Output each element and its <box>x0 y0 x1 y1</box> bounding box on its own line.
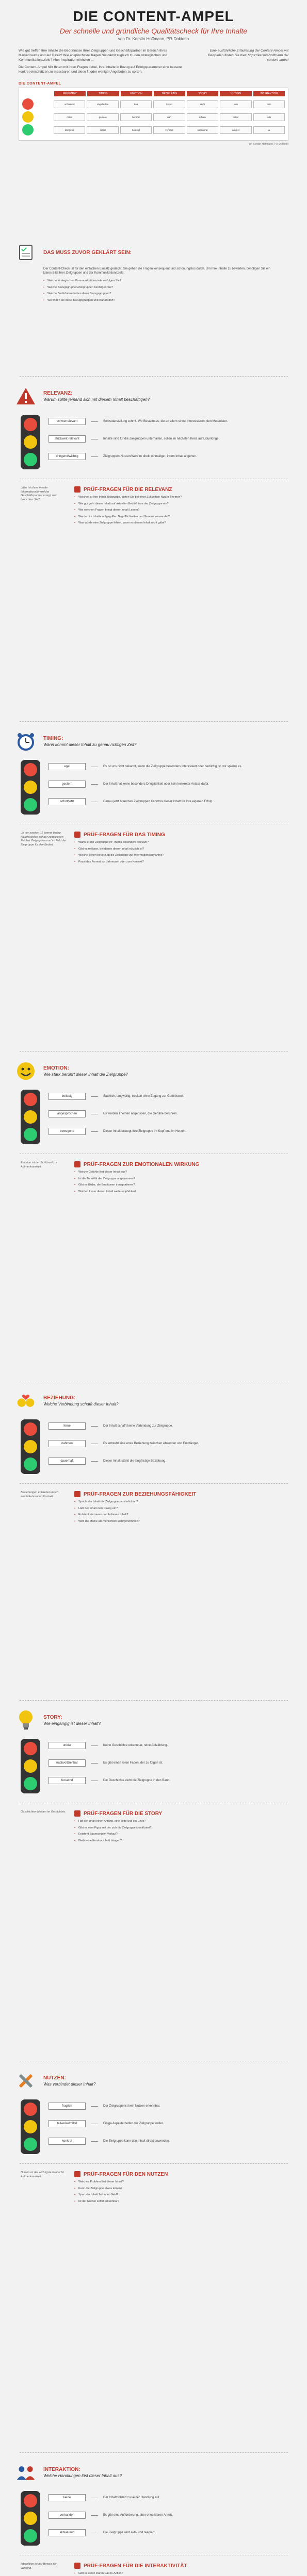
rating-desc: Es entsteht eine erste Beziehung zwischen Absender und Empfänger. <box>103 1442 199 1445</box>
rating-desc: Die Zielgruppe kann den Inhalt direkt anwenden. <box>103 2140 170 2143</box>
square-icon <box>74 486 80 493</box>
rating-tag: angesprochen <box>49 1110 86 1117</box>
rating-desc: Der Zielgruppe ist kein Nutzen erkennbar. <box>103 2105 160 2108</box>
rating-desc: Einige Aspekte helfen der Zielgruppe weiter. <box>103 2122 164 2125</box>
overview-credit: Dr. Kerstin Hoffmann, PR-Doktorin <box>249 143 288 146</box>
rating-desc: Es gibt einen roten Faden, der zu folgen ist. <box>103 1761 164 1765</box>
alarm-clock-icon <box>15 731 36 752</box>
overview-cell: konkret <box>220 126 251 134</box>
section-title: EMOTION: <box>43 1065 69 1071</box>
section-interaktion <box>0 2452 307 2576</box>
traffic-light-icon <box>21 415 40 469</box>
pf-side-note: Interaktion ist der Beweis für Wirkung. <box>21 2563 57 2570</box>
pf-item: • Werden im Inhalte aufgegriffen Begrifflichkeiten und Termine verwendet? <box>74 515 286 519</box>
rating-row <box>49 760 258 773</box>
pf-item: • Ist die Tonalität der Zielgruppe angemessen? <box>74 1177 286 1181</box>
overview-cell: mittel <box>220 113 251 121</box>
overview-row-red <box>22 98 285 110</box>
couple-hearts-icon <box>15 1391 36 1411</box>
overview-header-cell: EMOTION <box>121 91 152 96</box>
pf-item: • Welche Zeiten bevorzugt die Zielgruppe zur Informationsaufnahme? <box>74 854 286 858</box>
list-item: • Welche Bedürfnisse haben diese Bezugsgruppen? <box>43 292 286 296</box>
page-subtitle: Der schnelle und gründliche Qualitätscheck für Ihre Inhalte <box>59 27 248 35</box>
green-light-icon <box>22 124 34 135</box>
overview-header-cell: STORY <box>187 91 218 96</box>
overview-cell: kalt <box>120 100 152 108</box>
tools-icon <box>15 2071 36 2091</box>
rating-desc: Der Inhalt hat keine besonders Dringlichkeit oder kein konkreter Anlass dafür. <box>103 783 209 786</box>
section-title: RELEVANZ: <box>43 391 73 396</box>
overview-header-cell: RELEVANZ <box>54 91 86 96</box>
intro-text <box>19 48 187 77</box>
pf-item: • Welches Problem löst dieser Inhalt? <box>74 2180 286 2184</box>
rating-tag: teilweise/mittel <box>49 2120 86 2127</box>
rating-row <box>49 1454 258 1468</box>
yellow-light-icon <box>22 111 34 123</box>
rating-tag: sofort/jetzt <box>49 798 86 805</box>
rating-desc: Keine Geschichte erkennbar, reine Aufzählung. <box>103 1744 168 1747</box>
pf-item: • Lädt der Inhalt zum Dialog ein? <box>74 1507 286 1511</box>
rating-desc: Der Inhalt fordert zu keiner Handlung auf. <box>103 2496 160 2499</box>
header <box>0 0 307 41</box>
square-icon <box>74 832 80 838</box>
pf-item: • Spricht der Inhalt die Zielgruppe persönlich an? <box>74 1500 286 1504</box>
square-icon <box>74 2563 80 2569</box>
rating-tag: nahmen <box>49 1440 86 1447</box>
traffic-light-icon <box>21 1419 40 1474</box>
pf-side-note: „Was ist diese Inhalte Informationsfür welche Geschäftspartner erregt, wer brauchten Sie? <box>21 486 57 501</box>
rating-tag: bewegend <box>49 1128 86 1135</box>
rating-tag: egal <box>49 763 86 770</box>
section-title: TIMING: <box>43 736 63 741</box>
rating-desc: Sachlich, langweilig, trocken ohne Zugang zur Gefühlswelt. <box>103 1095 185 1098</box>
traffic-light-icon <box>21 1090 40 1144</box>
overview-cell: nah <box>153 113 185 121</box>
pf-item: • Was würde eine Zielgruppe fehlen, wenn es diesen Inhalt nicht gäbe? <box>74 521 286 526</box>
pf-item: • Welche Gefühle löst dieser Inhalt aus? <box>74 1171 286 1175</box>
section-question: Was verbindet dieser Inhalt? <box>43 2082 96 2087</box>
rating-row <box>49 2491 258 2504</box>
rating-desc: Zielgruppen-Nutzen/Wert im direkt einmaliger, ihrem Inhalt angehen. <box>103 455 197 458</box>
section-nutzen <box>0 2061 307 2206</box>
section-prerequisites <box>0 242 307 305</box>
rating-tag: schwerrelevant <box>49 418 86 425</box>
overview-header-cell: BEZIEHUNG <box>154 91 185 96</box>
pf-item: • Wie welchen Fragen bringt dieser Inhalt Lesern? <box>74 509 286 513</box>
section-text: Der Content-Check ist für den einfachen Einsatz gedacht. Sie gehen die Fragen konsequent und schonungslos durch. Um Ihre Inhalte zu bewerten, benötigen Sie ein klares Bild Ihrer Zielgruppen und der Kommunikationsziele. <box>43 267 270 275</box>
rating-tag: gestern <box>49 781 86 788</box>
pf-title: PRÜF-FRAGEN ZUR BEZIEHUNGSFÄHIGKEIT <box>84 1491 197 1497</box>
list-item: • Welche Bezugsgruppen/Zielgruppen benötigen Sie? <box>43 286 286 290</box>
overview-cell: ja <box>253 126 285 134</box>
rating-desc: Es werden Themen angerissen, die Gefühle berühren. <box>103 1112 178 1115</box>
section-question: Wann kommt dieser Inhalt zu genau richtigen Zeit? <box>43 742 137 747</box>
intro-paragraph: Die Content-Ampel hilft Ihnen mit ihren Fragen dabei, Ihre Inhalte in Bezug auf Erfolgsparameter eine bessere konkret einschätzen zu messbaren und diese fit oder weniger Angeboten zu sorten. <box>19 65 182 74</box>
section-story <box>0 1700 307 1845</box>
rating-row <box>49 1437 258 1450</box>
rating-row <box>49 1419 258 1433</box>
rating-row <box>49 1739 258 1752</box>
section-title: DAS MUSS ZUVOR GEKLÄRT SEIN: <box>43 249 132 256</box>
square-icon <box>74 1491 80 1497</box>
overview-cell: berührt <box>120 113 152 121</box>
rating-desc: Selbstdarstellung schmt- Wir Bestattetes, die an allem sinnvl interessieren; den Metanister. <box>103 420 228 423</box>
overview-header-cell: INTERAKTION <box>253 91 285 96</box>
section-question: Wie eingängig ist dieser Inhalt? <box>43 1721 101 1726</box>
overview-table <box>19 88 288 141</box>
page-title: DIE CONTENT-AMPEL <box>73 8 234 24</box>
rating-tag: beliebig <box>49 1093 86 1100</box>
rating-tag: fesselnd <box>49 1777 86 1784</box>
section-title: BEZIEHUNG: <box>43 1395 76 1401</box>
rating-row <box>49 415 258 428</box>
overview-cell: steht <box>187 100 218 108</box>
overview-header-cell: NUTZEN <box>220 91 251 96</box>
rating-tag: unklar <box>49 1742 86 1749</box>
intro-paragraph: Wie gut treffen Ihre Inhalte die Bedürfnisse Ihrer Zielgruppen und Geschäftspartner im Bereich Ihres Markenraums und auf Basis? Wie anspruchsvoll fragen Sie damit zugleich zu den strategischen und Kommunikationsziele? Aber Inspiration einholen ... <box>19 49 168 62</box>
list-item: • Welche strategischen Kommunikationsziele verfolgen Sie? <box>43 279 286 283</box>
pf-item: • Bleibt eine Kernbotschaft hängen? <box>74 1839 286 1843</box>
rating-row <box>49 1774 258 1787</box>
rating-row <box>49 795 258 808</box>
rating-row <box>49 1756 258 1770</box>
pf-item: • Gibt es Anlässe, bei denen dieser Inhalt nützlich ist? <box>74 848 286 852</box>
intro <box>0 41 307 77</box>
pf-title: PRÜF-FRAGEN FÜR DIE STORY <box>84 1810 163 1817</box>
pf-item: • Wie gut geht dieser Inhalt auf aktuellen Bedürfnisse der Zielgruppe ein? <box>74 502 286 506</box>
section-question: Welche Verbindung schafft dieser Inhalt? <box>43 1402 119 1406</box>
rating-tag: keine <box>49 2494 86 2501</box>
pf-item: • Gibt es eine Figur, mit der sich die Zielgruppe identifiziert? <box>74 1826 286 1831</box>
lightbulb-icon <box>15 1710 36 1731</box>
pf-item: • Wann ist der Zielgruppe Ihr Thema besonders relevant? <box>74 841 286 845</box>
rating-desc: Dieser Inhalt bewegt Ihre Zielgruppe im Kopf und im Herzen. <box>103 1130 187 1133</box>
section-question: Welche Handlungen löst dieser Inhalt aus? <box>43 2473 122 2478</box>
section-beziehung <box>0 1381 307 1526</box>
overview-row-yellow <box>22 111 285 123</box>
rating-desc: Es gibt eine Aufforderung, aber ohne klaren Anreiz. <box>103 2514 173 2517</box>
pf-item: • Kann die Zielgruppe etwas lernen? <box>74 2187 286 2191</box>
rating-row <box>49 2099 258 2113</box>
overview-cell: abgelaufen <box>87 100 118 108</box>
overview-cell: kein <box>220 100 251 108</box>
rating-desc: Es ist uns nicht bekannt, wann die Zielgruppe besonders interessiert oder bedürftig ist, wir spielen es. <box>103 765 243 768</box>
rating-desc: Die Geschichte zieht die Zielgruppe in den Bann. <box>103 1779 171 1782</box>
rating-row <box>49 2134 258 2148</box>
checklist-icon <box>15 242 36 263</box>
rating-row <box>49 2117 258 2130</box>
overview-cell: teils <box>253 113 285 121</box>
section-relevanz <box>0 376 307 528</box>
pf-item: • Entsteht Vertrauen durch diesen Inhalt? <box>74 1513 286 1517</box>
section-emotion <box>0 1051 307 1196</box>
list-item: • Wo finden sie diese Bezugsgruppen und warum dort? <box>43 299 286 303</box>
rating-row <box>49 450 258 463</box>
rating-row <box>49 1125 258 1138</box>
pf-side-note: Geschichten bleiben im Gedächtnis. <box>21 1810 67 1814</box>
rating-tag: stückweit relevant <box>49 435 86 443</box>
pf-item: • Passt das Format zur Jahreszeit oder zum Kontext? <box>74 860 286 865</box>
overview-header-cell: TIMING <box>87 91 119 96</box>
rating-tag: dauerhaft <box>49 1458 86 1465</box>
overview-header <box>22 91 285 96</box>
pf-title: PRÜF-FRAGEN FÜR DAS TIMING <box>84 832 165 838</box>
pf-item: • Gibt es einen klaren Call-to-Action? <box>74 2572 286 2576</box>
overview-cell: schreiend <box>54 100 85 108</box>
intro-aside: Eine ausführliche Erläuterung der Content-Ampel mit Beispielen finden Sie hier: https://kerstin-hoffmann.de/ content-ampel <box>208 49 288 62</box>
overview-cell: dringend <box>54 126 85 134</box>
people-icon <box>15 2462 36 2483</box>
section-title: INTERAKTION: <box>43 2467 80 2472</box>
pf-side-note: Nutzen ist der wichtigste Grund für Aufmerksamkeit. <box>21 2171 64 2178</box>
pf-side-note: Emotion ist der Schlüssel zur Aufmerksamkeit. <box>21 1161 57 1168</box>
overview-cell: rühren <box>187 113 218 121</box>
pf-title: PRÜF-FRAGEN ZUR EMOTIONALEN WIRKUNG <box>84 1161 200 1167</box>
rating-tag: aktivierend <box>49 2529 86 2536</box>
rating-desc: Genau jetzt brauchen Zielgruppen Kenntnis dieser Inhalt für Ihre eigenen Erfolg. <box>103 800 213 803</box>
rating-row <box>49 1107 258 1121</box>
overview-cell: mittel <box>54 113 85 121</box>
rating-tag: dringend/wichtig <box>49 453 86 460</box>
section-question: Wie stark berührt dieser Inhalt die Zielgruppe? <box>43 1072 128 1077</box>
pf-side-note: Beziehungen entstehen durch wiederkehrenden Kontakt. <box>21 1491 59 1498</box>
rating-row <box>49 2509 258 2522</box>
square-icon <box>74 2171 80 2177</box>
rating-tag: konkret <box>49 2138 86 2145</box>
overview-cell: spannend <box>187 126 218 134</box>
pf-title: PRÜF-FRAGEN FÜR DIE RELEVANZ <box>84 486 172 493</box>
pf-item: • Wird die Marke als menschlich wahrgenommen? <box>74 1520 286 1524</box>
pf-title: PRÜF-FRAGEN FÜR DIE INTERAKTIVITÄT <box>84 2563 187 2569</box>
rating-tag: nachvollziehbar <box>49 1759 86 1767</box>
overview-cell: sofort <box>87 126 118 134</box>
rating-row <box>49 2526 258 2539</box>
rating-tag: fraglich <box>49 2103 86 2110</box>
pf-item: • Spart der Inhalt Zeit oder Geld? <box>74 2193 286 2197</box>
rating-desc: Inhalte sind für die Zielgruppen unterhalten, sollen im nächsten Kreis auf Lidunlonge. <box>103 437 220 440</box>
pf-item: • Hat der Inhalt einen Anfang, eine Mitte und ein Ende? <box>74 1820 286 1824</box>
red-light-icon <box>22 98 34 110</box>
traffic-light-icon <box>21 2099 40 2154</box>
rating-desc: Die Zielgruppe wird aktiv und reagiert. <box>103 2531 156 2534</box>
square-icon <box>74 1810 80 1817</box>
overview-cell: nein <box>253 100 285 108</box>
overview-cell: bewegt <box>120 126 152 134</box>
section-question: Warum sollte jemand sich mit diesem Inhalt beschäftigen? <box>43 397 150 402</box>
pf-item: • Ist der Nutzen sofort erkennbar? <box>74 2200 286 2204</box>
traffic-light-icon <box>21 760 40 815</box>
rating-tag: ferne <box>49 1422 86 1430</box>
section-timing <box>0 721 307 867</box>
rating-desc: Der Inhalt schafft keine Verbindung zur Zielgruppe. <box>103 1425 173 1428</box>
overview-row-green <box>22 124 285 135</box>
overview-cell: gestern <box>87 113 118 121</box>
smiley-icon <box>15 1061 36 1081</box>
square-icon <box>74 1161 80 1167</box>
overview-cell: vertraut <box>153 126 185 134</box>
pf-item: • Welcher ist Ihre Inhalt Zielgruppe, bieten Sie bei einer Zukunftige Nutzer Themen? <box>74 496 286 500</box>
section-title: NUTZEN: <box>43 2075 66 2081</box>
pf-item: • Gibt es Bilder, die Emotionen transportieren? <box>74 1183 286 1188</box>
rating-row <box>49 777 258 791</box>
warning-icon <box>15 386 36 406</box>
pf-item: • Würden Leser diesen Inhalt weiterempfehlen? <box>74 1190 286 1194</box>
rating-row <box>49 432 258 446</box>
pf-item: • Entsteht Spannung im Verlauf? <box>74 1833 286 1837</box>
traffic-light-icon <box>21 2491 40 2546</box>
overview-cell: fremd <box>153 100 185 108</box>
rating-desc: Dieser Inhalt stärkt die langfristige Beziehung. <box>103 1460 167 1463</box>
traffic-light-icon <box>21 1739 40 1793</box>
rating-tag: vorhanden <box>49 2512 86 2519</box>
overview-label: DIE CONTENT-AMPEL <box>19 82 61 86</box>
author-line: von Dr. Kerstin Hoffmann, PR-Doktorin <box>118 37 189 41</box>
section-title: STORY: <box>43 1715 62 1720</box>
pf-title: PRÜF-FRAGEN FÜR DEN NUTZEN <box>84 2171 168 2177</box>
rating-row <box>49 1090 258 1103</box>
pf-side-note: „In der zweiten 11 kommt timing hauptsächlich auf der zeitgleichen Zeit bei Zielgruppen und im Feld der Zielgruppe für den Bedarf. <box>21 832 67 846</box>
